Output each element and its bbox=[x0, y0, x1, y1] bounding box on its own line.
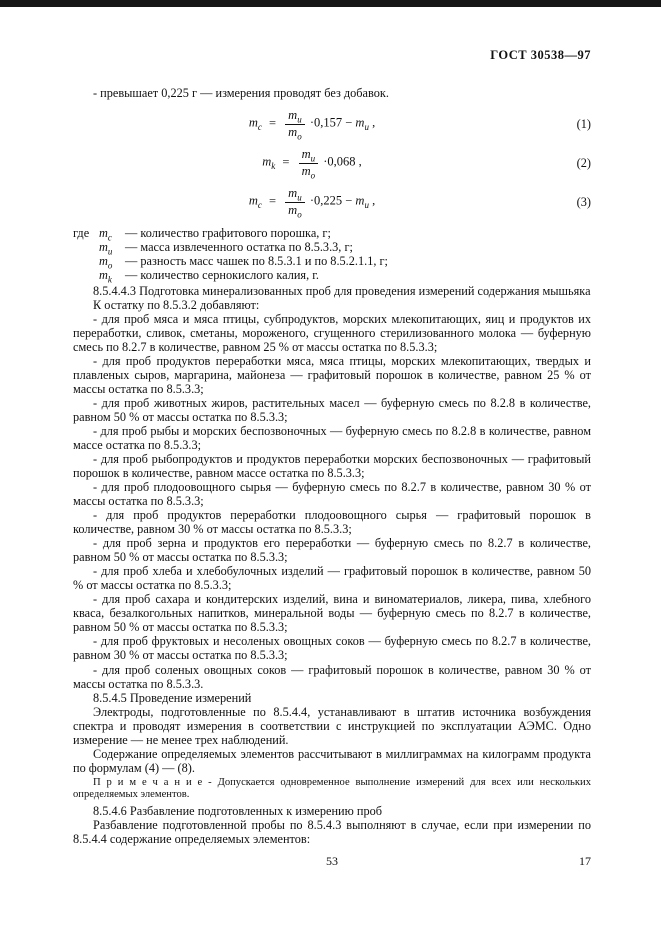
note-paragraph: П р и м е ч а н и е - Допускается одновременное выполнение измерений для всех или нескольких определяемых элементов. bbox=[73, 776, 591, 801]
body-paragraph: Разбавление подготовленной пробы по 8.5.4.3 выполняют в случае, если при измерении по 8.5.4.4 содержание определяемых элементов: bbox=[73, 818, 591, 847]
formula-1-expression: $m_c$ = $\frac{m_и}{m_о}$ $\cdot 0,157 - m_и$ , bbox=[248, 108, 376, 142]
where-block bbox=[73, 226, 591, 285]
formula-2 bbox=[73, 147, 591, 181]
list-item: - для проб мяса и мяса птицы, субпродуктов, морских млекопитающих, яиц и продуктов их переработки, сливок, сметаны, мороженого, сгущенного стерилизованного молока — буферную смесь по 8.2.7 в количестве, равном 25 % от массы остатка по 8.5.3.3; bbox=[73, 312, 591, 355]
list-item: - для проб продуктов переработки мяса, мяса птицы, морских млекопитающих, твердых и плавленых сыров, маргарина, майонеза — графитовый порошок в количестве, равном 25 % от массы остатка по 8.5.3.3; bbox=[73, 354, 591, 397]
list-item: - для проб хлеба и хлебобулочных изделий — графитовый порошок в количестве, равном 50 % от массы остатка по 8.5.3.3; bbox=[73, 564, 591, 593]
scan-edge bbox=[0, 0, 661, 7]
body-paragraph: Электроды, подготовленные по 8.5.4.4, устанавливают в штатив источника возбуждения спектра и проводят измерения в соответствии с инструкцией по эксплуатации АЭМС. Одно измерение — не менее трех наблюдений. bbox=[73, 704, 591, 747]
formula-3-lhs: m bbox=[248, 193, 258, 208]
formula-1 bbox=[73, 108, 591, 142]
document-header bbox=[73, 48, 591, 63]
body-paragraph: К остатку по 8.5.3.2 добавляют: bbox=[93, 298, 260, 313]
fraction: $\frac{m_и}{m_о}$ bbox=[299, 148, 319, 177]
list-item: - для проб сахара и кондитерских изделий, вина и виноматериалов, ликера, пива, хлебного кваса, безалкогольных напитков, минеральной воды — буферную смесь по 8.2.7 в количестве, равном 50 % от массы остатка по 8.5.3.3; bbox=[73, 592, 591, 635]
where-line: $m_k$ — количество сернокислого калия, г. bbox=[99, 268, 319, 285]
doc-number: ГОСТ 30538—97 bbox=[490, 48, 591, 62]
equation-number-1: (1) bbox=[576, 117, 591, 131]
equation-number-3: (3) bbox=[576, 195, 591, 209]
formula-2-expression: $m_k$ = $\frac{m_и}{m_о}$ ·0,068 , bbox=[262, 147, 362, 181]
list-item: - для проб плодоовощного сырья — буферную смесь по 8.2.7 в количестве, равном 30 % от массы остатка по 8.5.3.3; bbox=[73, 480, 591, 509]
formula-2-lhs: m bbox=[262, 154, 272, 169]
body-paragraph: Содержание определяемых элементов рассчитывают в миллиграммах на килограмм продукта по формулам (4) — (8). bbox=[73, 746, 591, 775]
equation-number-2: (2) bbox=[576, 156, 591, 170]
list-item: - для проб рыбопродуктов и продуктов переработки морских беспозвоночных — графитовый порошок в количестве, равном массе остатка по 8.5.3.3; bbox=[73, 452, 591, 481]
page-footer bbox=[73, 854, 591, 870]
formula-3 bbox=[73, 186, 591, 220]
list-item: - для проб зерна и продуктов его переработки — буферную смесь по 8.2.7 в количестве, равном 50 % от массы остатка по 8.5.3.3; bbox=[73, 536, 591, 565]
section-title-8-5-4-4-3: 8.5.4.4.3 Подготовка минерализованных проб для проведения измерений содержания мышьяка bbox=[93, 284, 591, 299]
page-number-center: 53 bbox=[326, 854, 338, 868]
intro-line: - превышает 0,225 г — измерения проводят без добавок. bbox=[93, 86, 389, 100]
formula-3-expression: $m_c$ = $\frac{m_и}{m_о}$ $\cdot 0,225 - m_и$ , bbox=[248, 186, 376, 220]
where-line: $m_о$ — разность масс чашек по 8.5.3.1 и по 8.5.2.1.1, г; bbox=[99, 254, 388, 271]
list-item: - для проб соленых овощных соков — графитовый порошок в количестве, равном 30 % от массы остатка по 8.5.3.3. bbox=[73, 662, 591, 691]
fraction: $\frac{m_и}{m_о}$ bbox=[285, 187, 305, 216]
list-item: - для проб животных жиров, растительных масел — буферную смесь по 8.2.8 в количестве, равном 50 % от массы остатка по 8.5.3.3; bbox=[73, 396, 591, 425]
list-item: - для проб фруктовых и несоленых овощных соков — буферную смесь по 8.2.7 в количестве, равном 30 % от массы остатка по 8.5.3.3; bbox=[73, 634, 591, 663]
formula-1-lhs: m bbox=[248, 115, 258, 130]
page-number-right: 17 bbox=[579, 854, 591, 868]
where-line: $m_и$ — масса извлеченного остатка по 8.5.3.3, г; bbox=[99, 240, 353, 257]
list-item: - для проб продуктов переработки плодоовощного сырья — графитовый порошок в количестве, равном 30 % от массы остатка по 8.5.3.3; bbox=[73, 508, 591, 537]
where-line: где $m_с$ — количество графитового порошка, г; bbox=[73, 226, 331, 243]
section-title-8-5-4-5: 8.5.4.5 Проведение измерений bbox=[93, 690, 252, 705]
fraction: $\frac{m_и}{m_о}$ bbox=[285, 109, 305, 138]
document-content bbox=[73, 86, 591, 846]
list-item: - для проб рыбы и морских беспозвоночных — буферную смесь по 8.2.8 в количестве, равном массе остатка по 8.5.3.3; bbox=[73, 424, 591, 453]
section-title-8-5-4-6: 8.5.4.6 Разбавление подготовленных к измерению проб bbox=[93, 804, 383, 819]
